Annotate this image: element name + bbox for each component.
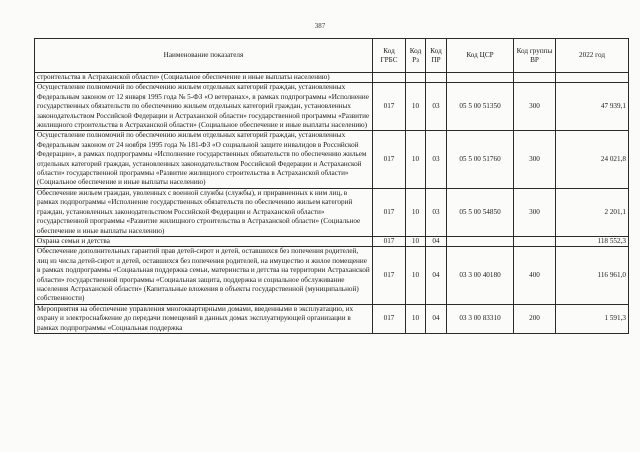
row-csr: 03 3 00 40180 [447,247,514,304]
row-vr: 200 [514,304,556,333]
row-pr: 03 [426,188,447,236]
table-row [35,188,629,236]
row-amount: 47 939,1 [556,83,629,131]
row-grbs: 017 [373,304,406,333]
table-row [35,304,629,333]
col-header-rz: Код Рз [406,39,426,73]
row-name: Осуществление полномочий по обеспечению жильем отдельных категорий граждан, установленных Федеральным законом от 12 января 1995 года № 5-ФЗ «О ветеранах», в рамках подпрограммы «Исполнение государственных обязательств по обеспечению жильем отдельных категорий граждан, установленных законодательством Российской Федерации и Астраханской области» государственной программы «Развитие жилищного строительства в Астраханской области» (Социальное обеспечение и иные выплаты населению) [35,83,373,131]
row-csr: 03 3 00 83310 [447,304,514,333]
row-csr [447,73,514,83]
row-grbs [373,73,406,83]
row-name: Охрана семьи и детства [35,236,373,246]
row-amount: 118 552,3 [556,236,629,246]
page-number: 387 [314,22,326,30]
table-row [35,236,629,246]
table-row [35,131,629,188]
row-amount [556,73,629,83]
col-header-grbs: Код ГРБС [373,39,406,73]
row-grbs: 017 [373,131,406,188]
row-rz: 10 [406,236,426,246]
row-vr: 300 [514,131,556,188]
row-pr: 04 [426,236,447,246]
row-csr: 05 5 00 51350 [447,83,514,131]
col-header-pr: Код ПР [426,39,447,73]
row-vr [514,73,556,83]
row-amount: 2 201,1 [556,188,629,236]
row-vr: 400 [514,247,556,304]
col-header-vr: Код группы ВР [514,39,556,73]
row-rz [406,73,426,83]
table-row [35,73,629,83]
row-pr: 03 [426,83,447,131]
col-header-csr: Код ЦСР [447,39,514,73]
row-name: Осуществление полномочий по обеспечению жильем отдельных категорий граждан, установленных Федеральным законом от 24 ноября 1995 года № 181-ФЗ «О социальной защите инвалидов в Российской Федерации», в рамках подпрограммы «Исполнение государственных обязательств по обеспечению жильем отдельных категорий граждан, установленных законодательством Российской Федерации и Астраханской области» государственной программы «Развитие жилищного строительства в Астраханской области» (Социальное обеспечение и иные выплаты населению) [35,131,373,188]
row-rz: 10 [406,131,426,188]
col-header-name: Наименование показателя [35,39,373,73]
row-grbs: 017 [373,247,406,304]
row-name: Обеспечение дополнительных гарантий прав детей-сирот и детей, оставшихся без попечения родителей, лиц из числа детей-сирот и детей, оставшихся без попечения родителей, на имущество и жилое помещение в рамках подпрограммы «Социальная поддержка семьи, материнства и детства на территории Астраханской области» государственной программы «Социальная защита, поддержка и социальное обслуживание населения Астраханской области» (Капитальные вложения в объекты государственной (муниципальной) собственности) [35,247,373,304]
row-rz: 10 [406,83,426,131]
col-header-year: 2022 год [556,39,629,73]
row-grbs: 017 [373,83,406,131]
row-vr [514,236,556,246]
table-row [35,83,629,131]
row-rz: 10 [406,304,426,333]
row-pr [426,73,447,83]
table-row [35,247,629,304]
row-rz: 10 [406,247,426,304]
row-name: Мероприятия на обеспечение управления многоквартирными домами, введенными в эксплуатацию, их охрану и электроснабжение до передачи помещений в данных домах эксплуатирующей организации в рамках подпрограммы «Социальная поддержка [35,304,373,333]
row-name: Обеспечение жильем граждан, уволенных с военной службы (службы), и приравненных к ним лиц, в рамках подпрограммы «Исполнение государственных обязательств по обеспечению жильем категорий граждан, установленных законодательством Российской Федерации и Астраханской области» государственной программы «Развитие жилищного строительства в Астраханской области» (Социальное обеспечение и иные выплаты населению) [35,188,373,236]
row-name: строительства в Астраханской области» (Социальное обеспечение и иные выплаты населению) [35,73,373,83]
row-csr: 05 5 00 54850 [447,188,514,236]
row-grbs: 017 [373,236,406,246]
row-pr: 04 [426,304,447,333]
row-grbs: 017 [373,188,406,236]
row-vr: 300 [514,83,556,131]
row-amount: 1 591,3 [556,304,629,333]
budget-table [34,38,629,334]
row-vr: 300 [514,188,556,236]
row-rz: 10 [406,188,426,236]
row-pr: 04 [426,247,447,304]
table-header-row [35,39,629,73]
row-csr: 05 5 00 51760 [447,131,514,188]
row-amount: 116 961,0 [556,247,629,304]
row-csr [447,236,514,246]
row-pr: 03 [426,131,447,188]
row-amount: 24 021,8 [556,131,629,188]
